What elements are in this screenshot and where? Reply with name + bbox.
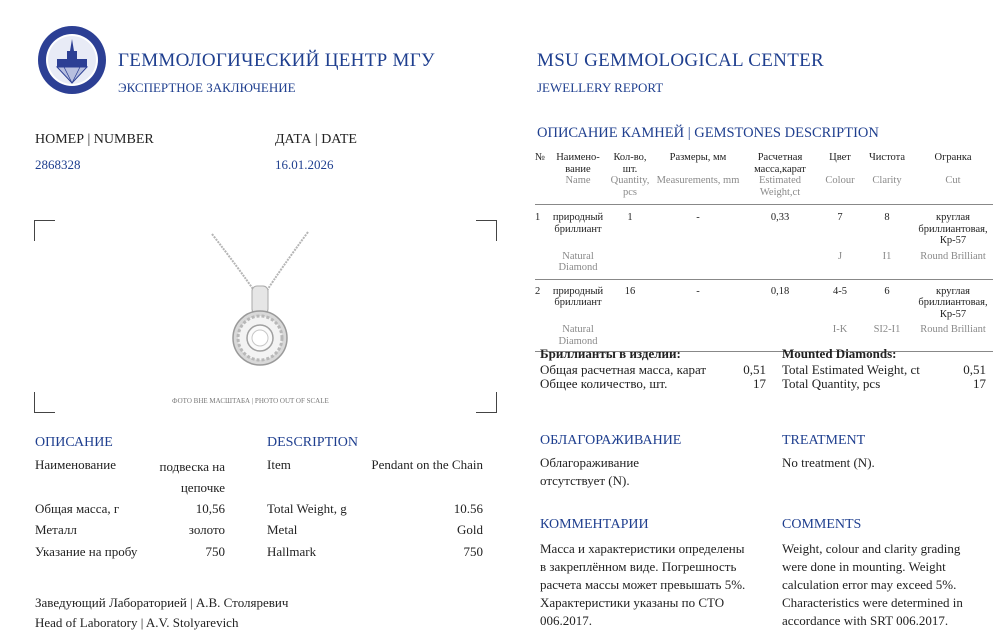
table-row (535, 204, 993, 212)
gemstones-table (535, 152, 993, 352)
col-clarity: Чистота (868, 152, 906, 163)
treat-en-title: TREATMENT (782, 433, 866, 448)
col-name: Наимено-вание (556, 152, 600, 175)
pendant-photo (200, 230, 320, 380)
desc-ru-label-3: Указание на пробу (35, 544, 138, 559)
desc-en-value-1: 10.56 (453, 501, 483, 516)
summary-en-weight-label: Total Estimated Weight, ct (782, 362, 920, 377)
desc-ru-label-1: Общая масса, г (35, 501, 120, 516)
desc-en-value-0: Pendant on the Chain (371, 457, 483, 472)
col-size: Размеры, мм (669, 152, 727, 163)
col-name-en: Name (565, 175, 591, 186)
desc-ru-label-0: Наименование (35, 457, 116, 472)
table-header-ru (535, 152, 993, 175)
desc-ru-value-2: золото (188, 522, 225, 537)
gem-title: ОПИСАНИЕ КАМНЕЙ | GEMSTONES DESCRIPTION (537, 125, 879, 141)
col-clarity-en: Clarity (872, 175, 902, 186)
desc-ru-title: ОПИСАНИЕ (35, 435, 113, 450)
col-colour: Цвет (829, 152, 851, 163)
col-size-en: Measurements, mm (656, 175, 740, 186)
desc-en-label-0: Item (267, 457, 291, 472)
table-header-en (535, 175, 993, 198)
treat-ru-text: Облагораживание отсутствует (N). (540, 455, 640, 488)
summary-ru-qty-label: Общее количество, шт. (540, 376, 668, 391)
date-value: 16.01.2026 (275, 157, 334, 172)
left-title: ГЕММОЛОГИЧЕСКИЙ ЦЕНТР МГУ (118, 50, 435, 71)
summary-ru-qty: 17 (753, 376, 766, 391)
comm-ru-text: Масса и характеристики определены в закреплённом виде. Погрешность расчета массы может превышать 5%. Характеристики указаны по СТО 006.2017. (540, 541, 746, 628)
desc-en-value-2: Gold (457, 522, 483, 537)
photo-caption: ФОТО ВНЕ МАСШТАБА | PHOTO OUT OF SCALE (172, 397, 329, 405)
right-title: MSU GEMMOLOGICAL CENTER (537, 50, 824, 71)
col-cut: Огранка (934, 152, 972, 163)
table-row-1: 1 природный бриллиант 1 - 0,33 7 8 круглая бриллиантовая, Кр-57 (535, 212, 988, 246)
msu-logo (37, 25, 107, 95)
col-weight-en: Estimated Weight,ct (759, 175, 801, 198)
desc-ru-value-3: 750 (205, 544, 225, 559)
left-subtitle: ЭКСПЕРТНОЕ ЗАКЛЮЧЕНИЕ (118, 80, 296, 95)
desc-ru-label-2: Металл (35, 522, 77, 537)
summary-ru-weight-label: Общая расчетная масса, карат (540, 362, 707, 377)
col-qty-en: Quantity, pcs (610, 175, 650, 198)
desc-en-value-3: 750 (463, 544, 483, 559)
table-row-2: 2 природный бриллиант 16 - 0,18 4-5 6 круглая бриллиантовая, Кр-57 (535, 285, 988, 320)
desc-ru-value-0: подвеска на цепочке (159, 459, 225, 495)
right-subtitle: JEWELLERY REPORT (537, 80, 664, 95)
col-qty: Кол-во, шт. (613, 152, 647, 175)
date-label: ДАТА | DATE (275, 132, 357, 147)
summary-en-qty-label: Total Quantity, pcs (782, 376, 881, 391)
comm-en-title: COMMENTS (782, 517, 862, 532)
treat-en-text: No treatment (N). (782, 455, 875, 470)
head-ru: Заведующий Лабораторией | А.В. Столяревич (35, 595, 289, 610)
table-row-2-en: Natural Diamond I-K SI2-I1 Round Brilliant (558, 324, 986, 347)
summary-en-qty: 17 (973, 376, 986, 391)
desc-en-label-1: Total Weight, g (267, 501, 347, 516)
frame-corner-bl (34, 392, 55, 413)
number-value: 2868328 (35, 157, 81, 172)
treat-ru-title: ОБЛАГОРАЖИВАНИЕ (540, 433, 682, 448)
summary-en-title: Mounted Diamonds: (782, 346, 897, 361)
desc-en-title: DESCRIPTION (267, 435, 359, 450)
number-label: НОМЕР | NUMBER (35, 132, 154, 147)
desc-ru-value-1: 10,56 (195, 501, 225, 516)
summary-ru-weight: 0,51 (743, 362, 766, 377)
comm-ru-title: КОММЕНТАРИИ (540, 517, 649, 532)
summary-ru-title: Бриллианты в изделии: (540, 346, 681, 361)
frame-corner-br (476, 392, 497, 413)
comm-en-text: Weight, colour and clarity grading were done in mounting. Weight calculation error may exceed 5%. Characteristics were determined in accordance with SRT 006.2017. (782, 541, 963, 628)
summary-en-weight: 0,51 (963, 362, 986, 377)
desc-en-label-2: Metal (267, 522, 298, 537)
col-cut-en: Cut (945, 175, 961, 186)
col-no: № (535, 152, 546, 163)
head-en: Head of Laboratory | A.V. Stolyarevich (35, 615, 239, 630)
col-colour-en: Colour (825, 175, 855, 186)
desc-en-label-3: Hallmark (267, 544, 317, 559)
frame-corner-tl (34, 220, 55, 241)
col-weight: Расчетная масса,карат (754, 152, 806, 175)
table-row-1-en: Natural Diamond J I1 Round Brilliant (558, 250, 986, 273)
frame-corner-tr (476, 220, 497, 241)
